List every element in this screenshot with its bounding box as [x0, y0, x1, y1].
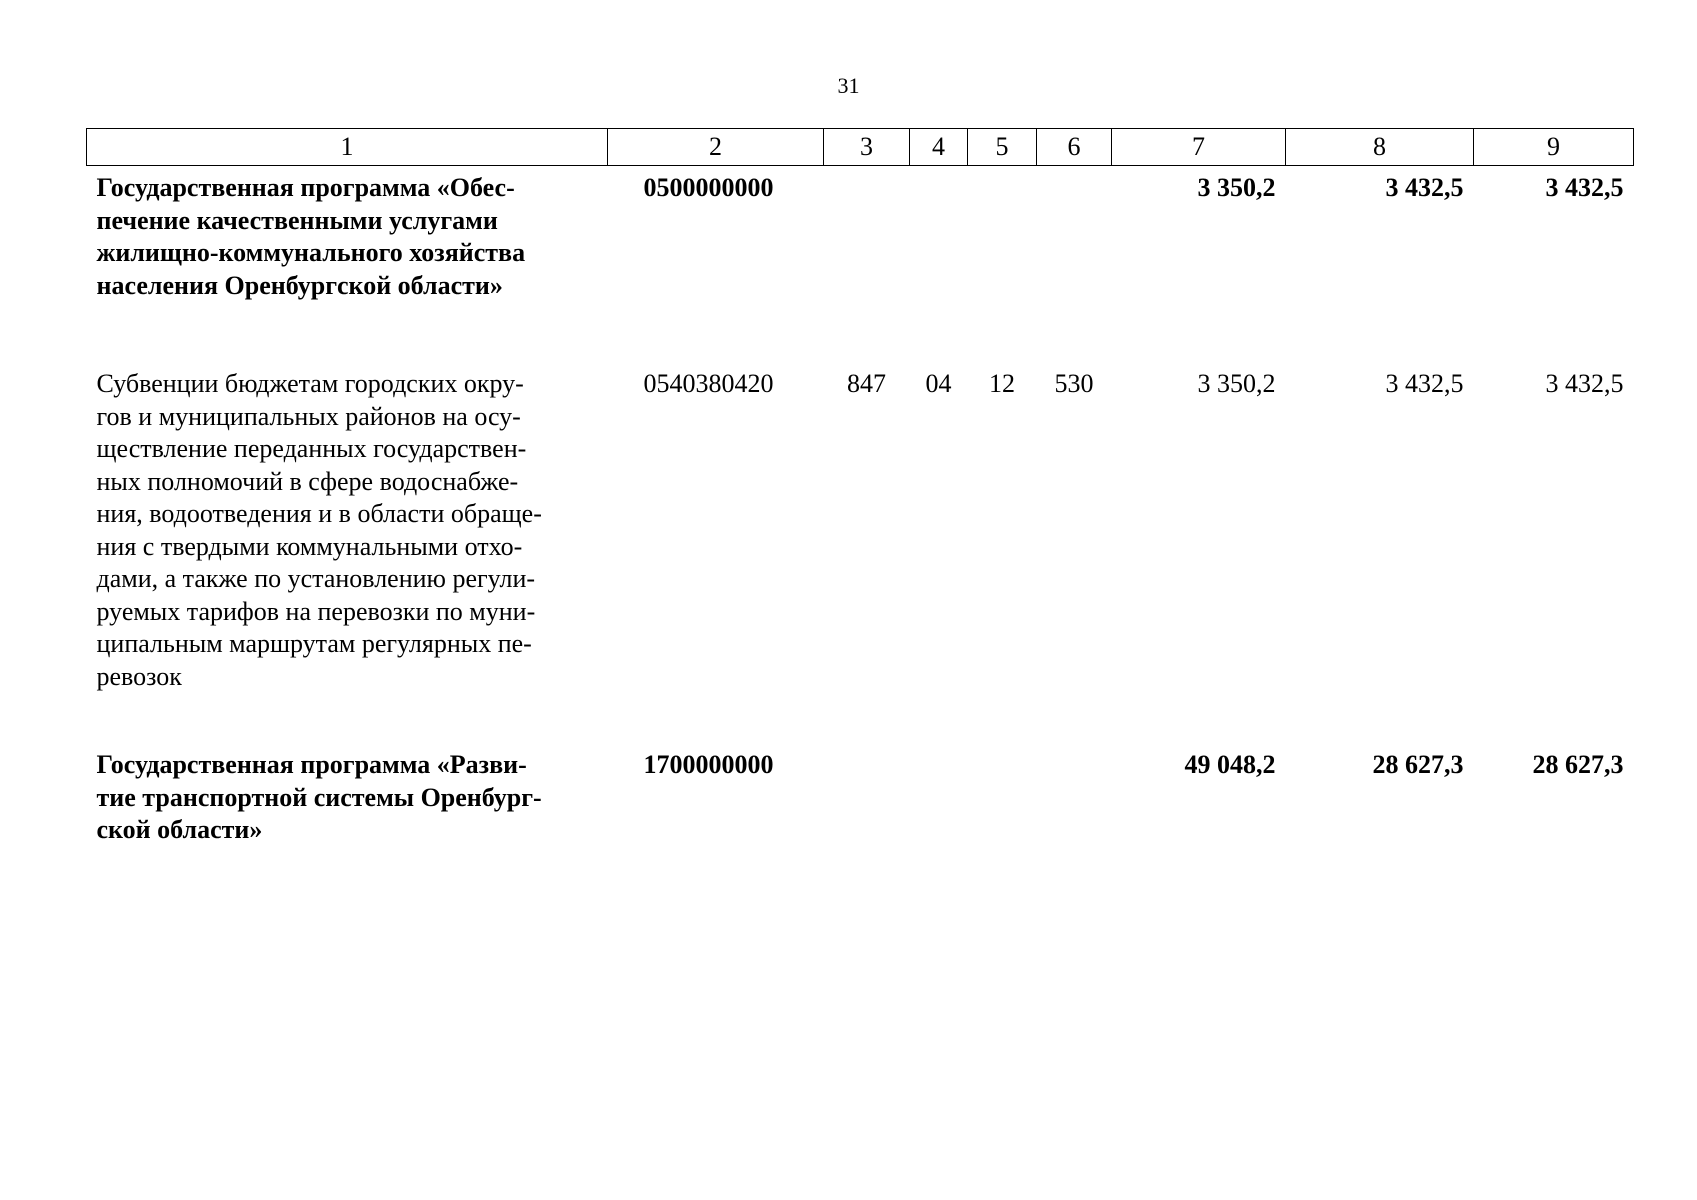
row-name-line: ния, водоотведения и в области обраще-: [96, 499, 542, 528]
row-name: [87, 166, 608, 363]
row-amount-col-9: 3 432,5: [1545, 369, 1624, 398]
row-name-line: тие транспортной системы Оренбург-: [96, 782, 542, 812]
row-name-line: Субвенции бюджетам городских окру-: [96, 369, 524, 398]
row-name: [87, 743, 608, 847]
column-header-7: 7: [1112, 129, 1286, 166]
row-target-code: 1700000000: [643, 750, 774, 779]
row-name-line: Государственная программа «Обес-: [96, 173, 515, 202]
row-name-line: населения Оренбургской области»: [96, 270, 503, 300]
page-number: 31: [837, 73, 860, 98]
column-header-1: 1: [87, 129, 608, 166]
column-header-3: 3: [824, 129, 910, 166]
row-amount-col-8: 28 627,3: [1372, 750, 1464, 779]
row-name-line: руемых тарифов на перевозки по муни-: [96, 596, 536, 626]
table-row-subvention: [87, 362, 1634, 743]
row-name-line: ревозок: [96, 661, 182, 691]
row-name-line: ской области»: [96, 815, 263, 844]
row-name-line: Государственная программа «Разви-: [96, 750, 527, 779]
row-name-line: печение качественными услугами: [96, 205, 498, 235]
row-col-5: [968, 743, 1037, 847]
column-header-2: 2: [608, 129, 824, 166]
row-col-3: 847: [847, 369, 886, 398]
row-name-line: ных полномочий в сфере водоснабже-: [96, 466, 519, 496]
row-name-line: ния с твердыми коммунальными отхо-: [96, 531, 523, 561]
row-amount-col-9: 3 432,5: [1545, 173, 1624, 202]
row-col-3: [824, 166, 910, 363]
column-header-4: 4: [910, 129, 968, 166]
row-col-6: [1037, 166, 1112, 363]
column-header-9: 9: [1474, 129, 1634, 166]
row-amount-col-7: 3 350,2: [1197, 369, 1276, 398]
column-header-6: 6: [1037, 129, 1112, 166]
row-col-4: [910, 166, 968, 363]
row-amount-col-8: 3 432,5: [1385, 369, 1464, 398]
row-name-line: ципальным маршрутам регулярных пе-: [96, 629, 532, 658]
row-target-code: 0540380420: [643, 369, 774, 398]
row-col-6: [1037, 743, 1112, 847]
row-amount-col-7: 49 048,2: [1184, 750, 1276, 779]
table-row-program-transport: [87, 743, 1634, 847]
row-col-5: 12: [989, 369, 1015, 398]
row-name-line: гов и муниципальных районов на осу-: [96, 401, 521, 431]
column-number-header: [87, 129, 1634, 166]
row-target-code: 0500000000: [643, 173, 774, 202]
row-col-4: 04: [925, 369, 952, 398]
budget-table: [86, 128, 1634, 847]
row-name-line: ществление переданных государствен-: [96, 434, 527, 463]
row-name: [87, 362, 608, 743]
row-name-line: дами, а также по установлению регули-: [96, 564, 536, 593]
row-col-6: 530: [1054, 369, 1094, 398]
row-col-3: [824, 743, 910, 847]
table-row-program-housing: [87, 166, 1634, 363]
row-amount-col-8: 3 432,5: [1385, 173, 1464, 202]
column-header-5: 5: [968, 129, 1037, 166]
column-header-8: 8: [1286, 129, 1474, 166]
row-col-4: [910, 743, 968, 847]
row-amount-col-9: 28 627,3: [1532, 750, 1624, 779]
row-col-5: [968, 166, 1037, 363]
row-amount-col-7: 3 350,2: [1197, 173, 1276, 202]
row-name-line: жилищно-коммунального хозяйства: [96, 238, 526, 267]
